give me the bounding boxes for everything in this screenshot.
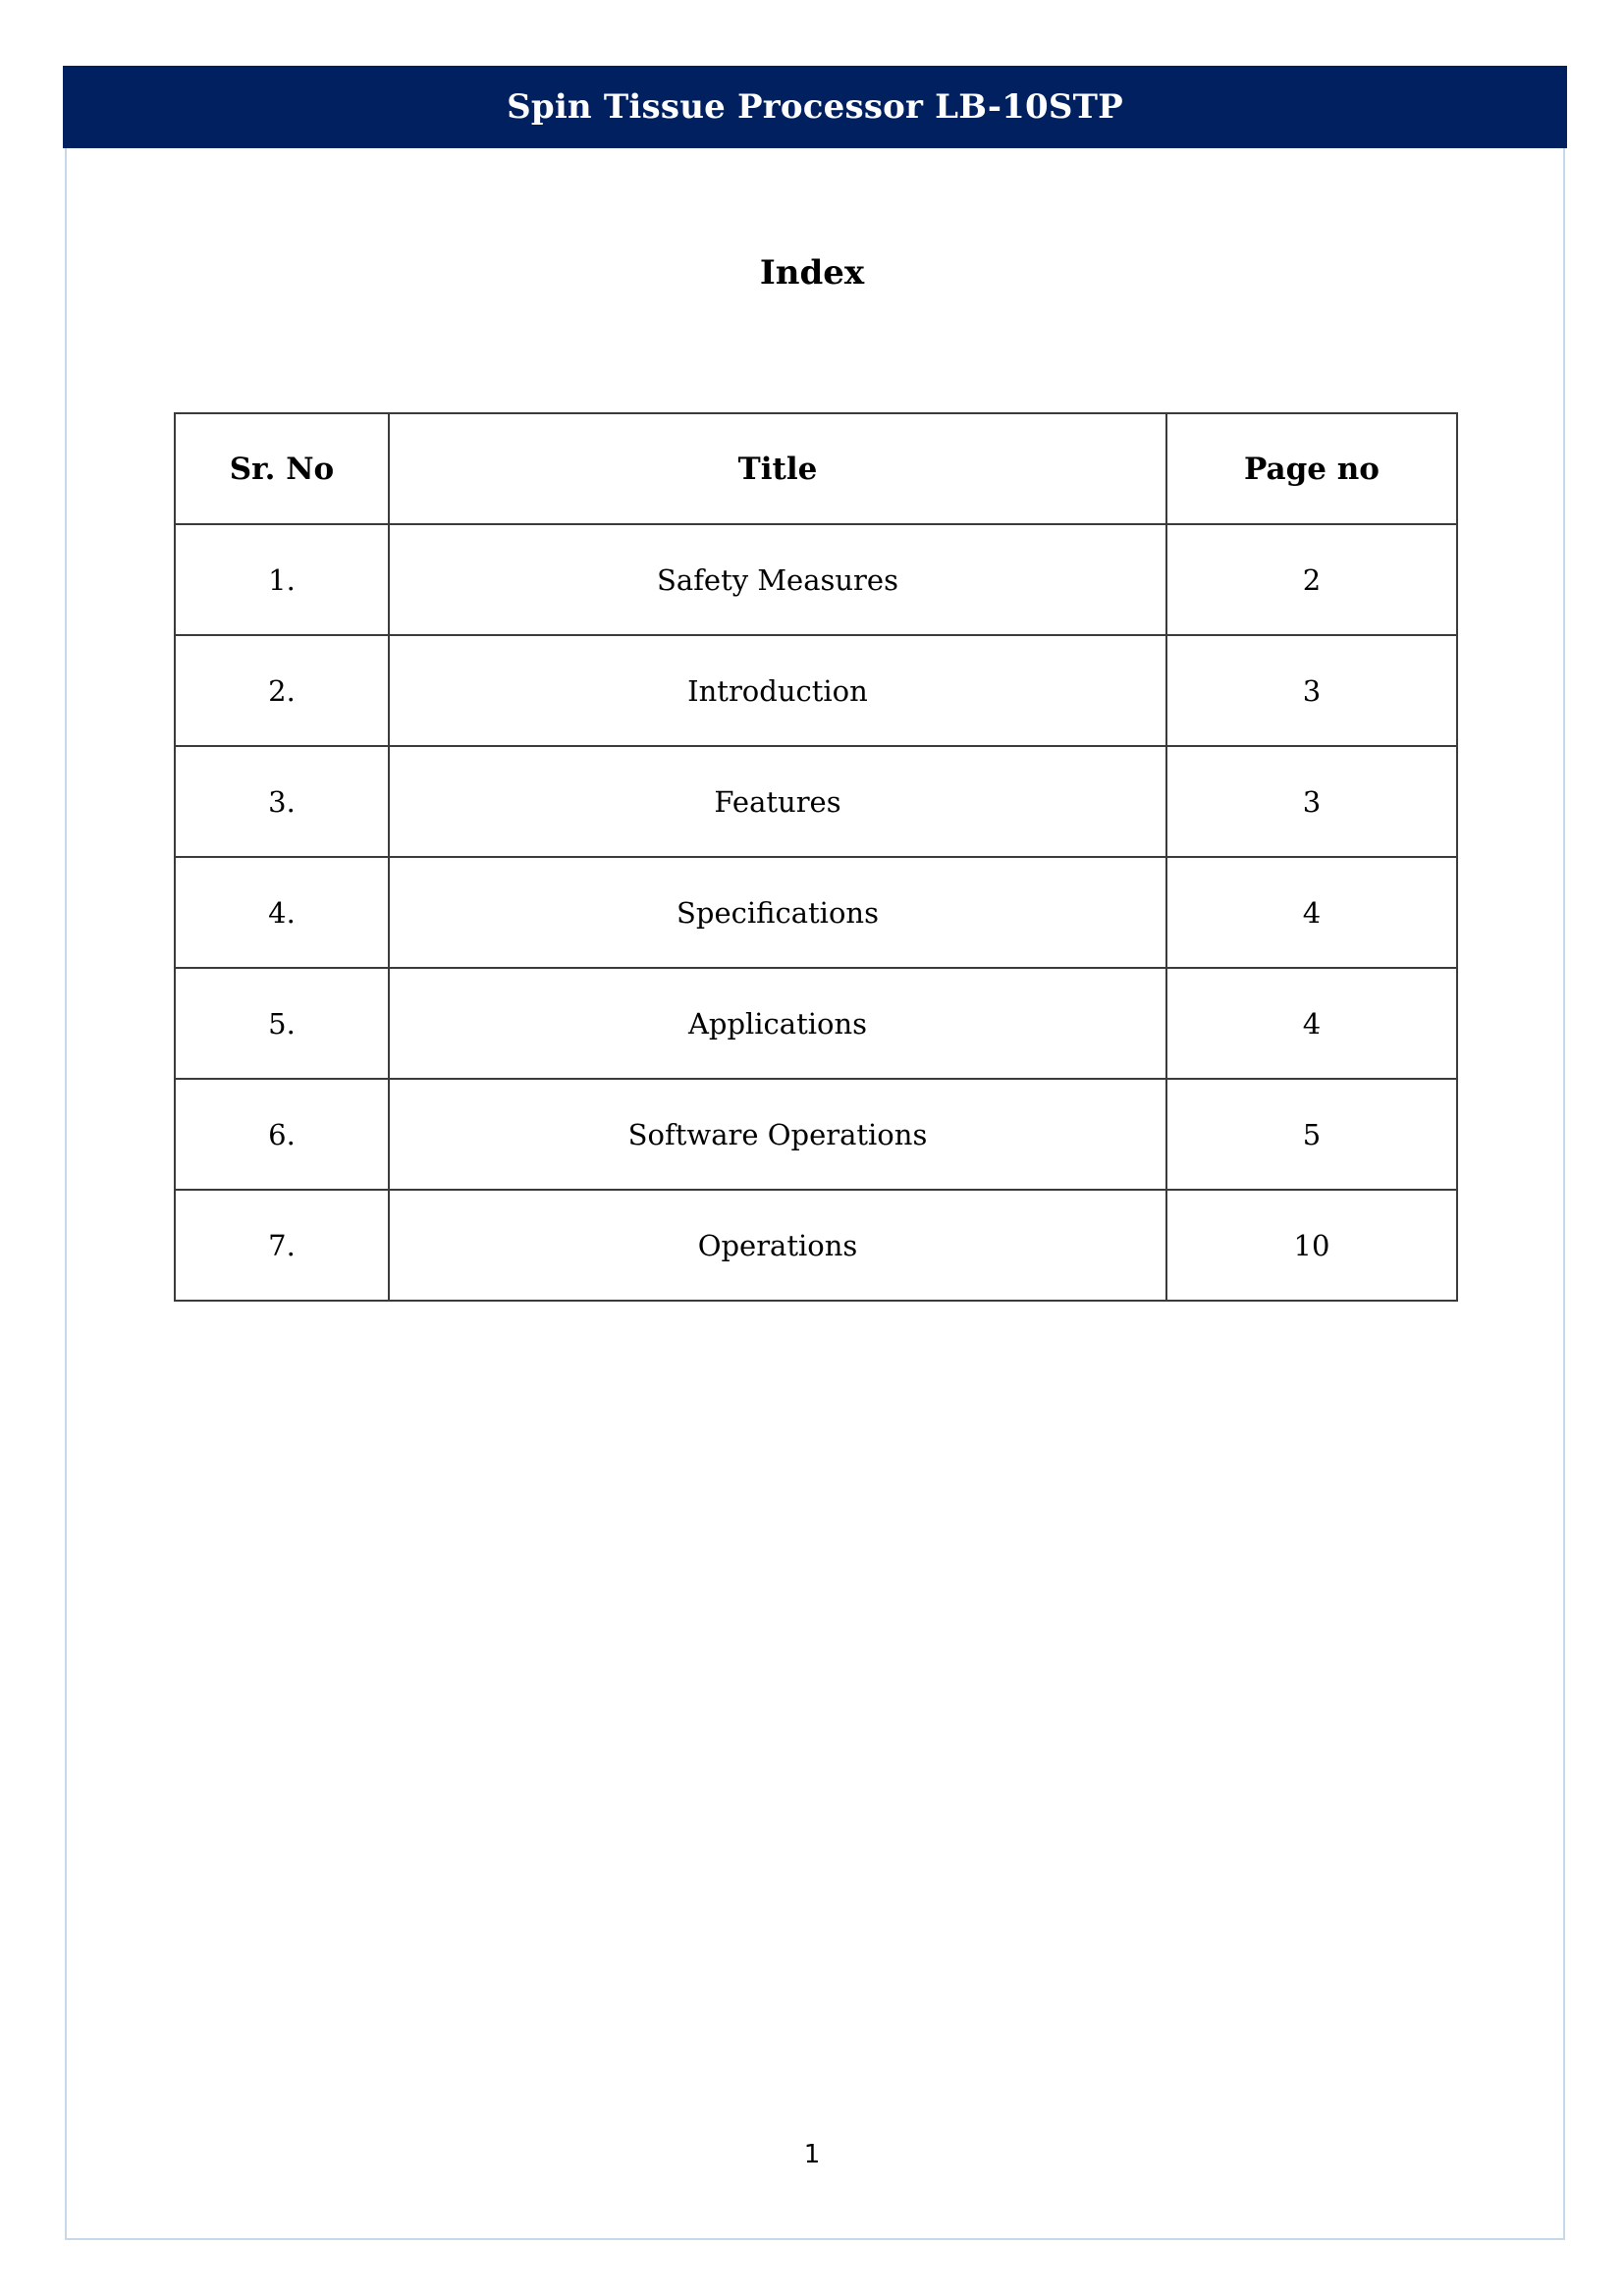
- table-row: [175, 1079, 1457, 1190]
- table-row: [175, 857, 1457, 968]
- row-page-no: 4: [1166, 857, 1457, 968]
- column-header-page-no: Page no: [1166, 413, 1457, 524]
- document-title: Spin Tissue Processor LB-10STP: [507, 87, 1123, 127]
- row-page-no: 3: [1166, 746, 1457, 857]
- row-title: Operations: [389, 1190, 1166, 1301]
- row-sr-no: 6.: [175, 1079, 389, 1190]
- row-sr-no: 5.: [175, 968, 389, 1079]
- table-row: [175, 746, 1457, 857]
- row-page-no: 4: [1166, 968, 1457, 1079]
- index-table: [174, 412, 1458, 1302]
- row-title: Software Operations: [389, 1079, 1166, 1190]
- row-sr-no: 2.: [175, 635, 389, 746]
- row-title: Features: [389, 746, 1166, 857]
- row-sr-no: 4.: [175, 857, 389, 968]
- column-header-title: Title: [389, 413, 1166, 524]
- row-sr-no: 3.: [175, 746, 389, 857]
- page-number: 1: [803, 2140, 821, 2169]
- table-row: [175, 968, 1457, 1079]
- header-banner: [63, 66, 1567, 148]
- row-title: Safety Measures: [389, 524, 1166, 635]
- row-sr-no: 7.: [175, 1190, 389, 1301]
- table-row: [175, 635, 1457, 746]
- row-sr-no: 1.: [175, 524, 389, 635]
- table-row: [175, 524, 1457, 635]
- row-title: Specifications: [389, 857, 1166, 968]
- row-page-no: 2: [1166, 524, 1457, 635]
- row-page-no: 5: [1166, 1079, 1457, 1190]
- row-page-no: 3: [1166, 635, 1457, 746]
- row-page-no: 10: [1166, 1190, 1457, 1301]
- table-row: [175, 1190, 1457, 1301]
- row-title: Applications: [389, 968, 1166, 1079]
- table-header-row: [175, 413, 1457, 524]
- column-header-sr-no: Sr. No: [175, 413, 389, 524]
- index-heading: Index: [759, 253, 865, 293]
- row-title: Introduction: [389, 635, 1166, 746]
